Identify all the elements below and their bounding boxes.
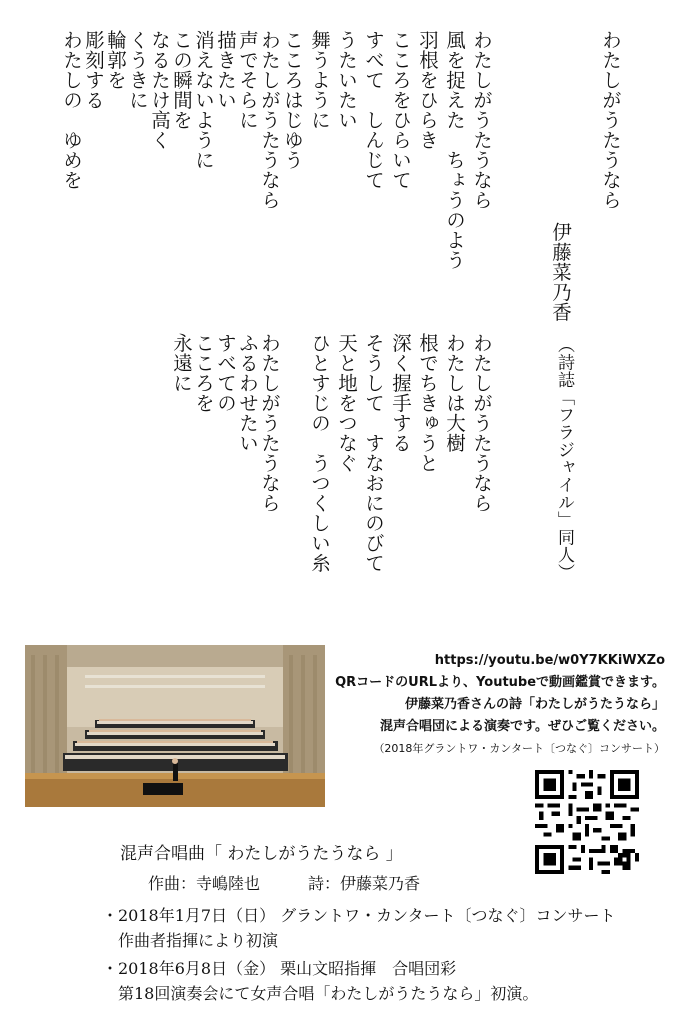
poem-line: わたしがうたうなら — [470, 30, 493, 210]
poem-line: 天と地をつなぐ — [335, 333, 358, 473]
poem-line: うたいたい — [335, 30, 358, 130]
poem-line: くうきに — [126, 30, 149, 110]
poem-line: 彫刻する — [82, 30, 105, 110]
poem-line: こころはじゆう — [281, 30, 304, 170]
poem-line: 消えないように — [192, 30, 215, 170]
poem-line: こころを — [192, 333, 215, 413]
video-url[interactable]: https://youtu.be/w0Y7KKiWXZo — [434, 653, 665, 668]
poem-line: 羽根をひらき — [416, 30, 439, 150]
qr-code-icon[interactable] — [535, 770, 639, 874]
poem-author: 伊藤菜乃香 — [549, 222, 572, 322]
info-line-3: 混声合唱団による演奏です。ぜひご覧ください。 — [380, 719, 665, 734]
poem-line: 永遠に — [170, 333, 193, 393]
history-item-1-detail: 作曲者指揮により初演 — [118, 931, 279, 950]
piece-title: 混声合唱曲「 わたしがうたうなら 」 — [120, 844, 403, 864]
poem-affiliation: （詩誌「フラジャイル」同人） — [554, 336, 574, 581]
history-item-2: ・2018年6月8日（金） 栗山文昭指揮 合唱団彩 — [102, 959, 457, 978]
info-line-1: QRコードのURLより、Youtubeで動画鑑賞できます。 — [335, 675, 665, 690]
poem-line: わたしがうたうなら — [470, 333, 493, 513]
info-note: （2018年グラントワ・カンタート〔つなぐ〕コンサート） — [373, 742, 665, 755]
poem-line: わたしは大樹 — [443, 333, 466, 453]
poem-line: わたしがうたうなら — [258, 30, 281, 210]
poem-line: 根でちきゅうと — [416, 333, 439, 473]
info-block — [335, 650, 665, 760]
poem-line: ふるわせたい — [236, 333, 259, 453]
poem-line: 輪郭を — [104, 30, 127, 90]
poem-line: すべて しんじて — [362, 30, 385, 190]
poem-line: 深く握手する — [389, 333, 412, 453]
poem-line-extra: わたしの ゆめを — [60, 30, 83, 190]
poem-line: 風を捉えた ちょうのよう — [443, 30, 466, 270]
concert-photo — [25, 645, 325, 807]
history-item-1: ・2018年1月7日（日） グラントワ・カンタート〔つなぐ〕コンサート — [102, 906, 616, 925]
poem-line: 舞うように — [308, 30, 331, 130]
info-line-2: 伊藤菜乃香さんの詩「わたしがうたうなら」 — [404, 697, 665, 712]
poem-line: 描きたい — [214, 30, 237, 110]
poem-line: わたしがうたうなら — [258, 333, 281, 513]
poem-line: この瞬間を — [170, 30, 193, 130]
poem-line: 声でそらに — [236, 30, 259, 130]
poem-line: こころをひらいて — [389, 30, 412, 190]
credits: 作曲：寺嶋陸也 詩：伊藤菜乃香 — [148, 874, 421, 893]
history-item-2-detail: 第18回演奏会にて女声合唱「わたしがうたうなら」初演。 — [118, 984, 539, 1003]
poem-line: なるたけ高く — [148, 30, 171, 150]
poem-line: ひとすじの うつくしい糸 — [308, 333, 331, 573]
poem-line: すべての — [214, 333, 237, 413]
poem-title: わたしがうたうなら — [599, 30, 622, 210]
poem-line: そうして すなおにのびて — [362, 333, 385, 573]
